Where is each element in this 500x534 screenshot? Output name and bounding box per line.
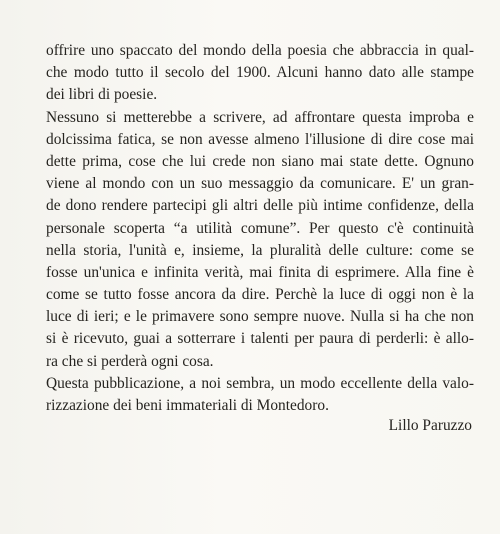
text-line: dei libri di poesie. bbox=[46, 86, 158, 104]
text-line: ra che si perderà ogni cosa. bbox=[46, 352, 214, 370]
text-line: rizzazione dei beni immateriali di Montedoro. bbox=[46, 397, 329, 414]
text-line: fosse un'unica e infinita verità, mai finita di esprimere. Alla fine è bbox=[46, 263, 474, 281]
text-line: Nessuno si metterebbe a scrivere, ad affrontare questa improba e bbox=[46, 108, 474, 126]
text-line: come se tutto fosse ancora da dire. Perchè la luce di oggi non è la bbox=[46, 286, 474, 304]
text-line: offrire uno spaccato del mondo della poesia che abbraccia in qual- bbox=[46, 42, 474, 59]
body-text bbox=[46, 40, 474, 417]
text-line: de dono rendere partecipi gli altri delle più intime confidenze, della bbox=[46, 197, 474, 215]
text-line: Questa pubblicazione, a noi sembra, un modo eccellente della valo- bbox=[46, 374, 474, 392]
text-line: dette prima, cose che lui crede non siano mai state dette. Ognuno bbox=[46, 152, 474, 170]
text-line: luce di ieri; e le primavere sono sempre nuove. Nulla si ha che non bbox=[46, 308, 474, 326]
author-signature: Lillo Paruzzo bbox=[388, 417, 472, 434]
text-line: nella storia, l'unità e, insieme, la pluralità delle culture: come se bbox=[46, 241, 474, 259]
text-line: che modo tutto il secolo del 1900. Alcuni hanno dato alle stampe bbox=[46, 64, 474, 82]
text-line: viene al mondo con un suo messaggio da comunicare. E' un gran- bbox=[46, 175, 474, 193]
text-line: dolcissima fatica, se non avesse almeno l'illusione di dire cose mai bbox=[46, 130, 474, 148]
text-line: si è ricevuto, guai a sotterrare i talenti per paura di perderli: è allo- bbox=[46, 330, 474, 348]
text-line: personale scoperta “a utilità comune”. Per questo c'è continuità bbox=[46, 219, 474, 237]
